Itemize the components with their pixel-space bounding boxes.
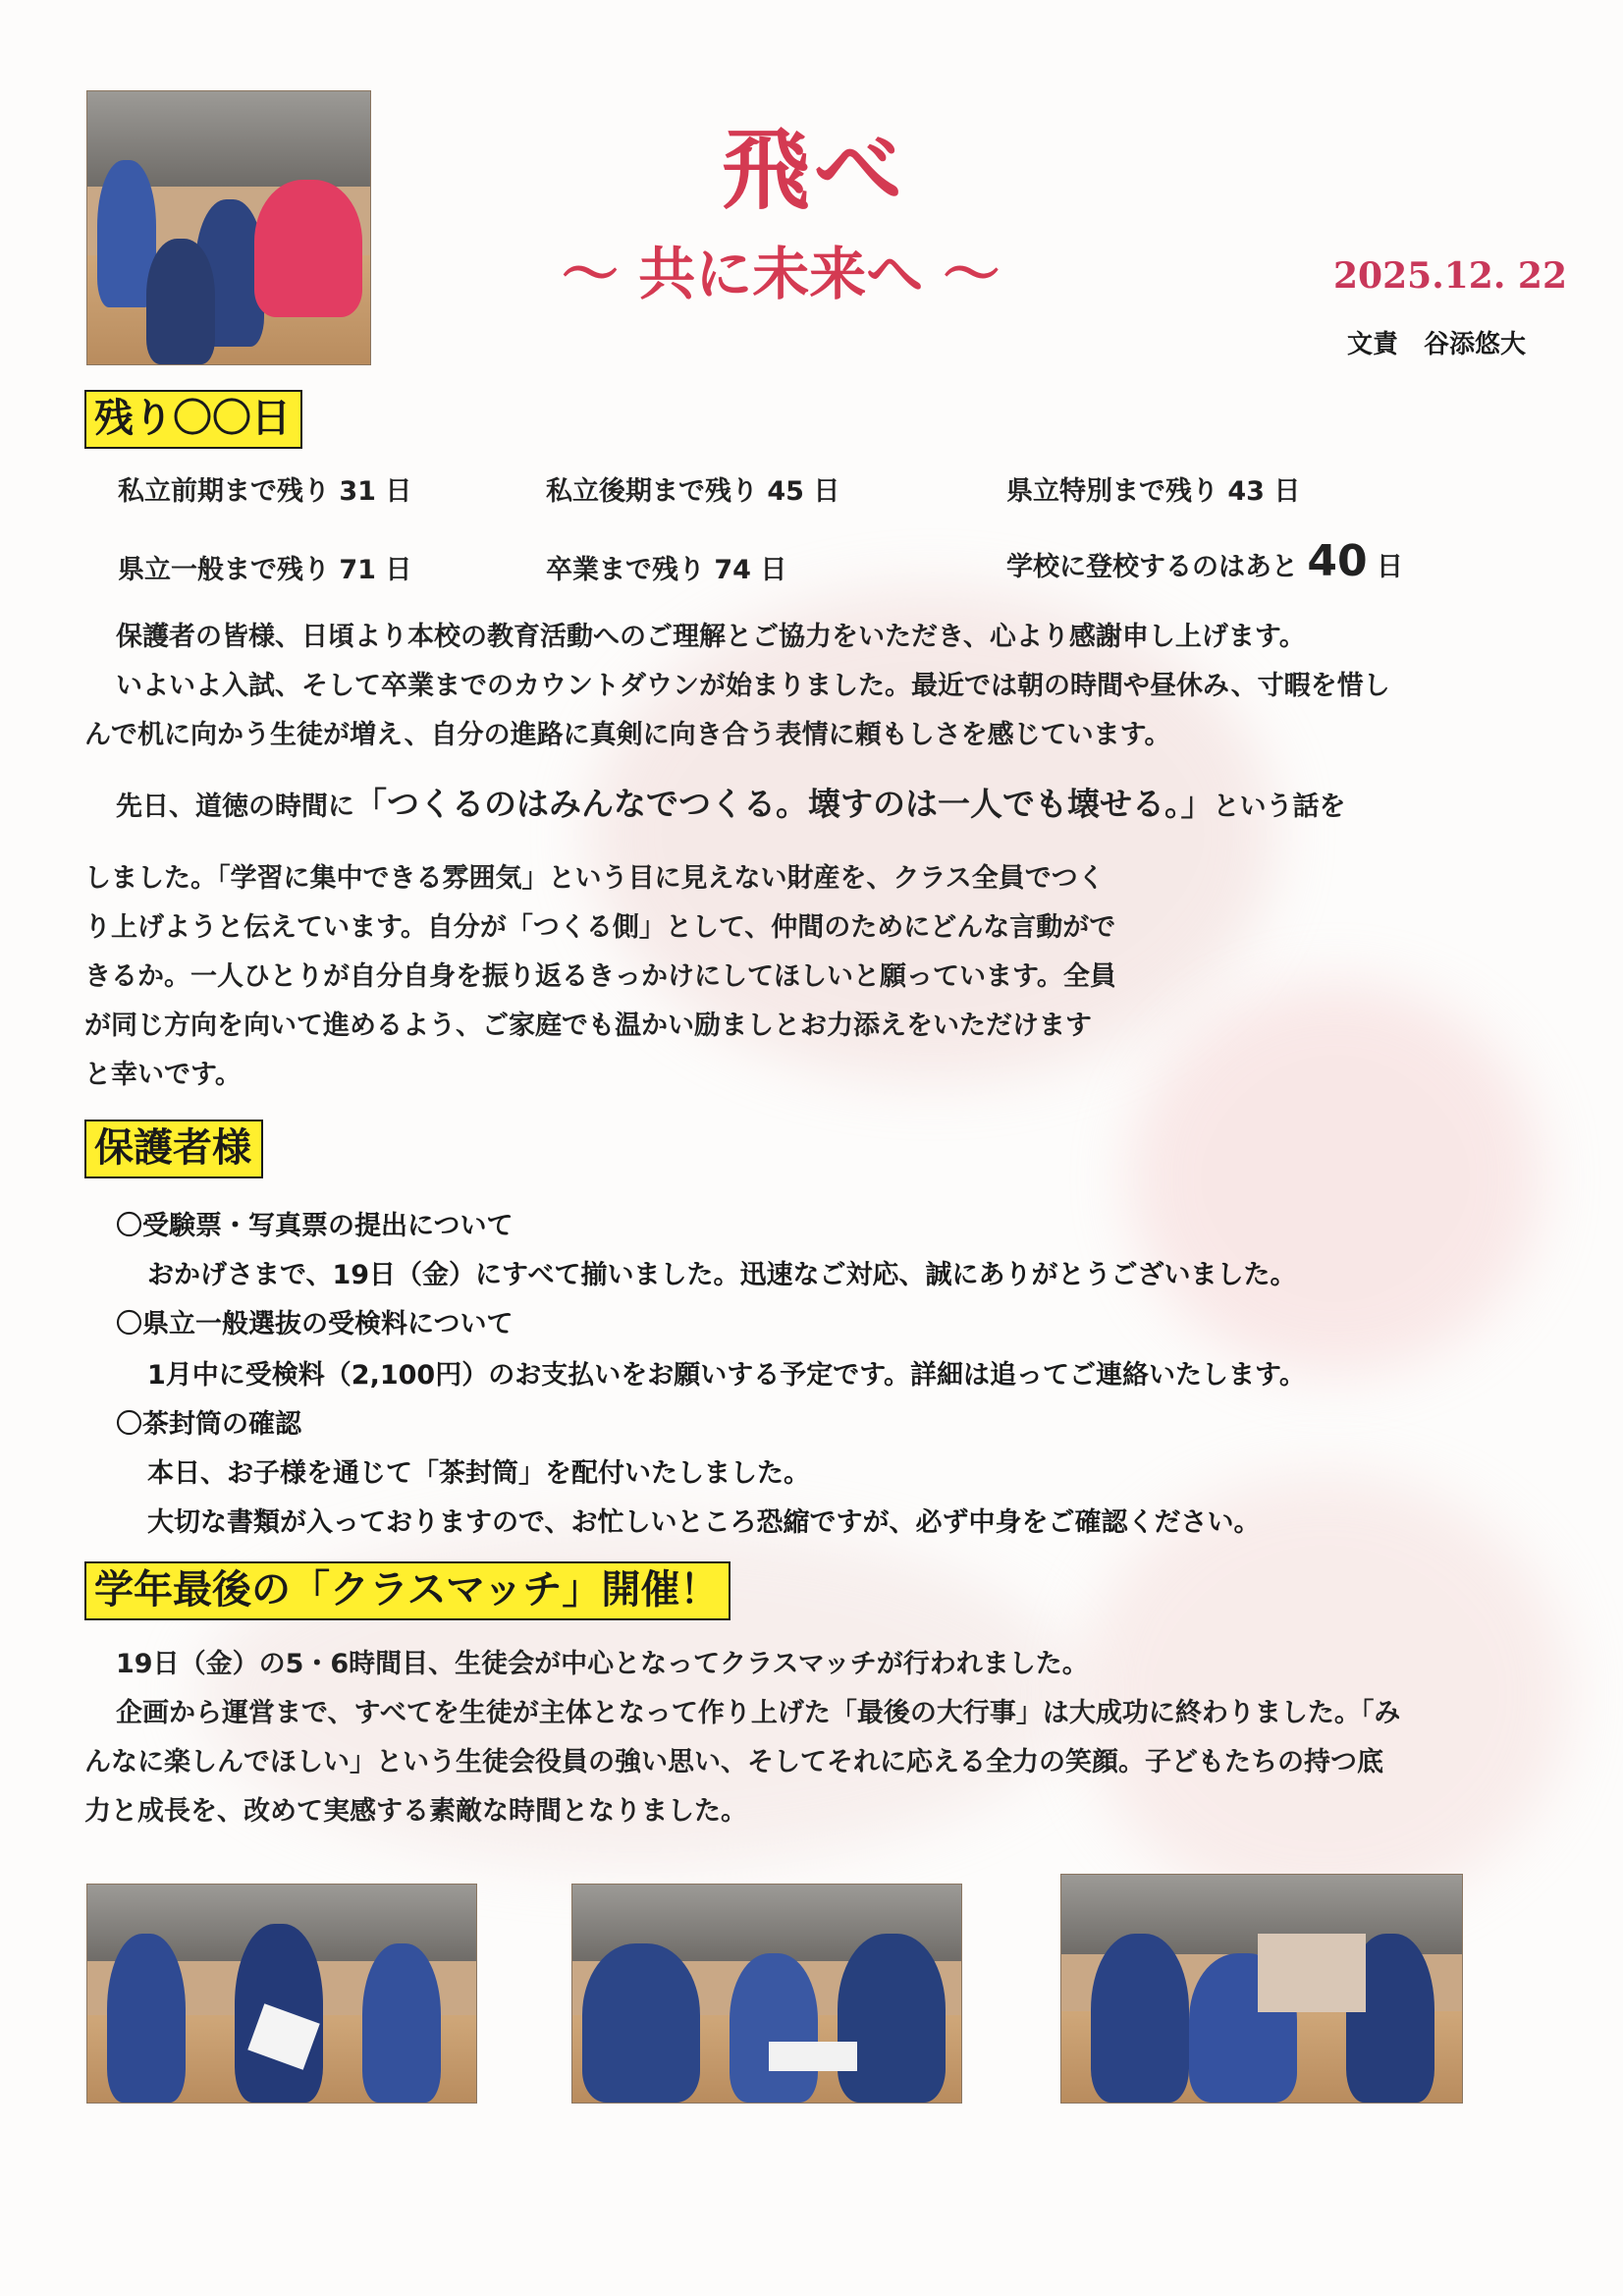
text-line: 企画から運営まで、すべてを生徒が主体となって作り上げた「最後の大行事」は大成功に終わりました。「み <box>116 1698 1401 1728</box>
moral-suffix: という話を <box>1213 792 1346 822</box>
text-line: と幸いです。 <box>84 1060 242 1090</box>
classmatch-heading: 学年最後の「クラスマッチ」開催！ <box>84 1561 730 1620</box>
text-line: きるか。一人ひとりが自分自身を振り返るきっかけにしてほしいと願っています。全員 <box>84 961 1116 992</box>
text-line: しました。「学習に集中できる雰囲気」という目に見えない財産を、クラス全員でつく <box>84 863 1105 894</box>
guardians-heading: 保護者様 <box>84 1120 263 1178</box>
school-days-suffix: 日 <box>1377 552 1404 582</box>
moral-quote: 「つくるのはみんなでつくる。壊すのは一人でも壊せる。」 <box>354 785 1214 823</box>
moral-line <box>84 780 1346 832</box>
moral-prefix: 先日、道徳の時間に <box>116 792 354 822</box>
newsletter-title: 飛べ <box>722 118 906 222</box>
notice-envelope-body-2: 大切な書類が入っておりますので、お忙しいところ恐縮ですが、必ず中身をご確認ください。 <box>147 1507 1261 1538</box>
issue-date: 2025.12. 22 <box>1333 255 1567 297</box>
notice-envelope-body-1: 本日、お子様を通じて「茶封筒」を配付いたしました。 <box>147 1458 810 1489</box>
text-line: が同じ方向を向いて進めるよう、ご家庭でも温かい励ましとお力添えをいただけます <box>84 1011 1092 1041</box>
notice-envelope-title: 〇茶封筒の確認 <box>116 1409 301 1440</box>
notice-exam-fee-body: 1月中に受検料（2,100円）のお支払いをお願いする予定です。詳細は追ってご連絡いたします。 <box>147 1360 1306 1391</box>
countdown-prefectural-general: 県立一般まで残り 71 日 <box>118 555 412 585</box>
newsletter-subtitle: ～ 共に未来へ ～ <box>562 241 1001 307</box>
text-line: 19日（金）の5・6時間目、生徒会が中心となってクラスマッチが行われました。 <box>116 1649 1089 1679</box>
notice-exam-fee-title: 〇県立一般選抜の受検料について <box>116 1309 514 1339</box>
text-line: んで机に向かう生徒が増え、自分の進路に真剣に向き合う表情に頼もしさを感じています。 <box>84 720 1171 750</box>
countdown-school-days <box>1006 536 1403 586</box>
moral-paragraph-body <box>84 854 1116 1100</box>
classmatch-photo-2 <box>571 1884 962 2104</box>
background-wash <box>1129 982 1542 1375</box>
countdown-prefectural-special: 県立特別まで残り 43 日 <box>1006 476 1301 507</box>
classmatch-paragraph <box>84 1640 1400 1836</box>
intro-paragraph <box>84 613 1390 760</box>
countdown-heading: 残り〇〇日 <box>84 390 302 449</box>
text-line: 保護者の皆様、日頃より本校の教育活動へのご理解とご協力をいただき、心より感謝申し上げます。 <box>116 622 1306 652</box>
text-line: 力と成長を、改めて実感する素敵な時間となりました。 <box>84 1796 747 1827</box>
text-line: り上げようと伝えています。自分が「つくる側」として、仲間のためにどんな言動がで <box>84 912 1116 943</box>
school-days-number: 40 <box>1307 536 1368 586</box>
classmatch-photo-1 <box>86 1884 477 2104</box>
notice-exam-ticket-body: おかげさまで、19日（金）にすべて揃いました。迅速なご対応、誠にありがとうございました。 <box>147 1260 1297 1290</box>
header-photo <box>86 90 371 365</box>
text-line: いよいよ入試、そして卒業までのカウントダウンが始まりました。最近では朝の時間や昼休み、寸暇を惜し <box>116 671 1390 701</box>
author: 文責 谷添悠大 <box>1347 330 1527 359</box>
countdown-private-late: 私立後期まで残り 45 日 <box>546 476 840 507</box>
text-line: んなに楽しんでほしい」という生徒会役員の強い思い、そしてそれに応える全力の笑顔。子どもたちの持つ底 <box>84 1747 1383 1777</box>
classmatch-photo-3 <box>1060 1874 1463 2104</box>
school-days-prefix: 学校に登校するのはあと <box>1006 552 1298 582</box>
countdown-graduation: 卒業まで残り 74 日 <box>546 555 787 585</box>
countdown-private-early: 私立前期まで残り 31 日 <box>118 476 412 507</box>
notice-exam-ticket-title: 〇受験票・写真票の提出について <box>116 1211 514 1241</box>
moral-paragraph <box>84 780 1346 832</box>
